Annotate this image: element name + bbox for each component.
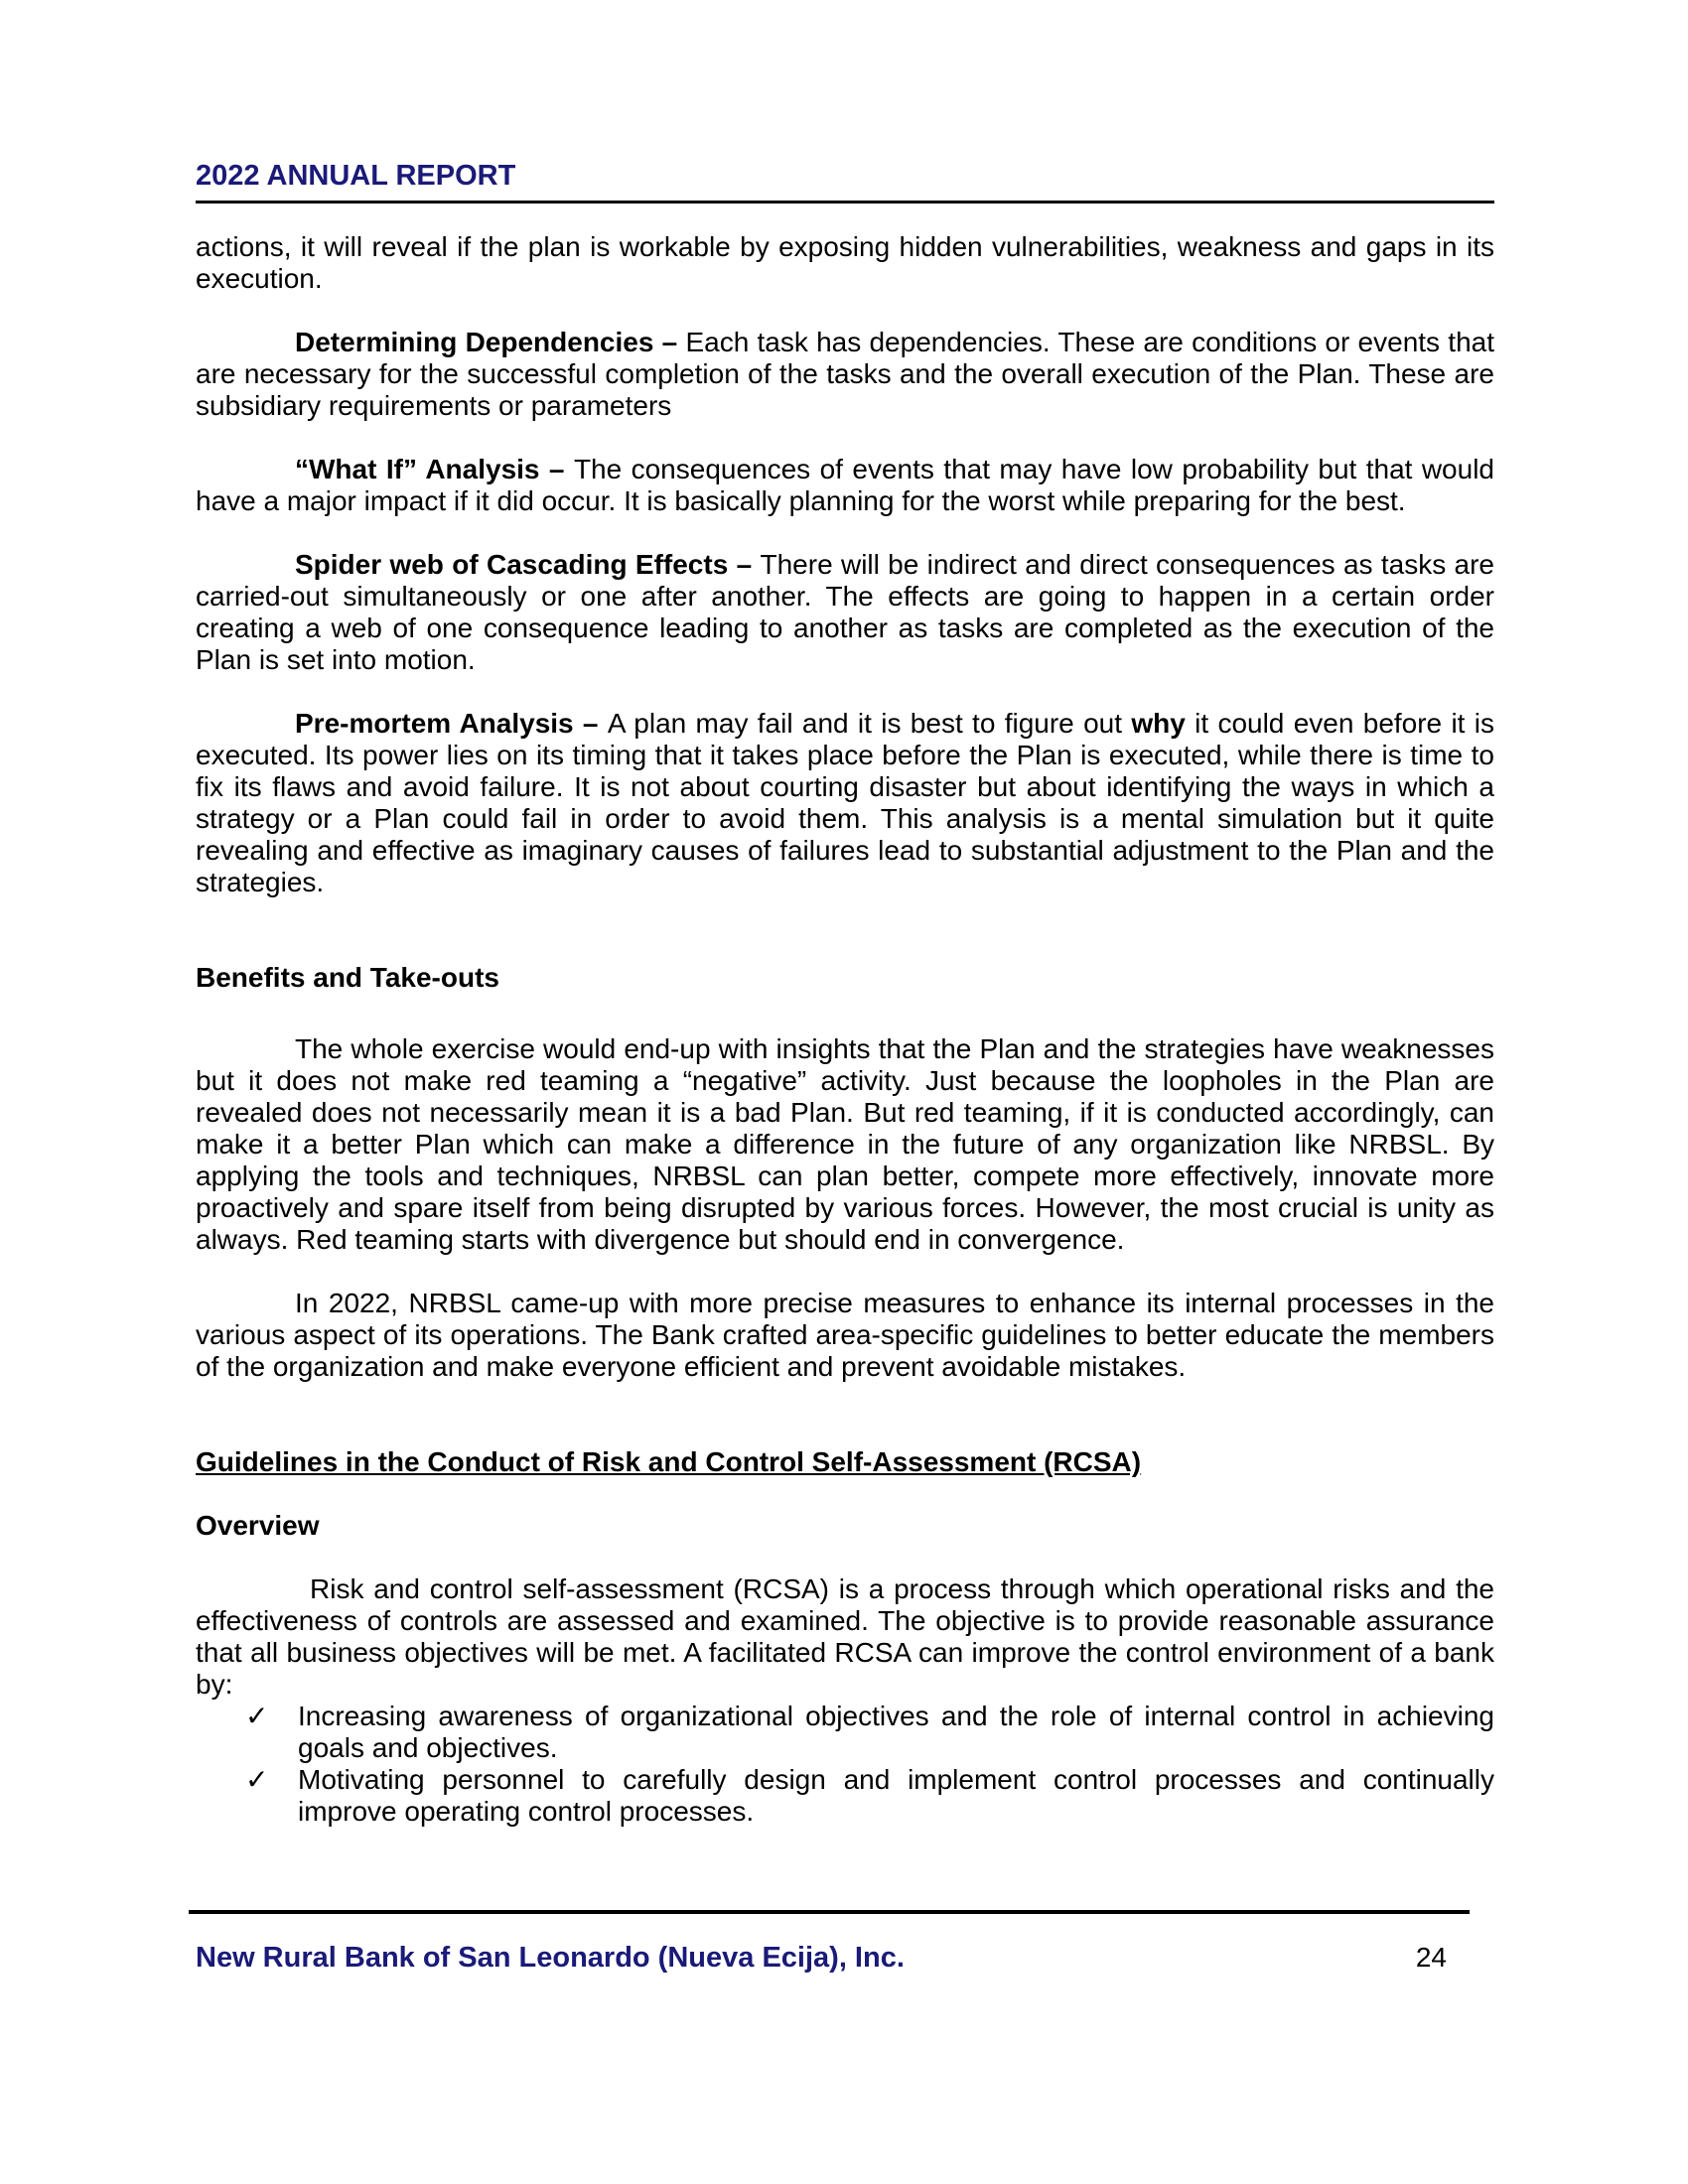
list-item-text: Increasing awareness of organizational objectives and the role of internal control in achieving goals and objectives. — [298, 1701, 1494, 1763]
term-determining-dependencies: Determining Dependencies – — [295, 327, 686, 357]
benefits-heading: Benefits and Take-outs — [196, 962, 499, 993]
checkmark-icon: ✓ — [245, 1701, 269, 1731]
page-content — [196, 159, 1494, 1828]
term-spider-web: Spider web of Cascading Effects – — [295, 549, 761, 580]
list-item — [196, 1701, 1494, 1764]
list-item-text: Motivating personnel to carefully design and implement control processes and continually improve operating control processes. — [298, 1764, 1494, 1827]
paragraph-benefits-1: The whole exercise would end-up with insights that the Plan and the strategies have weaknesses but it does not make red teaming a “negative” activity. Just because the loopholes in the Plan are revealed does not necessarily mean it is a bad Plan. But red teaming, if it is conducted accordingly, can make it a better Plan which can make a difference in the future of any organization like NRBSL. By applying the tools and techniques, NRBSL can plan better, compete more effectively, innovate more proactively and spare itself from being disrupted by various forces. However, the most crucial is unity as always. Red teaming starts with divergence but should end in convergence. — [196, 1033, 1494, 1255]
definition-text: There will be indirect and direct consequences as tasks are carried-out simultaneously or one after another. The effects are going to happen in a certain order creating a web of one consequence leading to another as tasks are completed as the execution of the Plan is set into motion. — [196, 549, 1494, 675]
paragraph-spider-web — [196, 549, 1494, 676]
paragraph-pre-mortem — [196, 708, 1494, 898]
rcsa-benefits-list — [196, 1701, 1494, 1828]
paragraph-what-if-analysis — [196, 454, 1494, 517]
header-rule — [196, 201, 1494, 204]
page-header — [196, 159, 1494, 204]
footer-page-number: 24 — [1415, 1942, 1447, 1973]
overview-heading: Overview — [196, 1510, 320, 1541]
definition-text-after: it could even before it is executed. Its power lies on its timing that it takes place before the Plan is executed, while there is time to fix its flaws and avoid failure. It is not about courting disaster but about identifying the ways in which a strategy or a Plan could fail in order to avoid them. This analysis is a mental simulation but it quite revealing and effective as imaginary causes of failures lead to substantial adjustment to the Plan and the strategies. — [196, 708, 1494, 897]
footer-bank-name: New Rural Bank of San Leonardo (Nueva Ecija), Inc. — [196, 1942, 905, 1974]
list-item — [196, 1764, 1494, 1828]
checkmark-icon: ✓ — [245, 1764, 269, 1795]
page-footer — [196, 1942, 1447, 1975]
paragraph-continuation: actions, it will reveal if the plan is workable by exposing hidden vulnerabilities, weakness and gaps in its execution. — [196, 231, 1494, 294]
paragraph-determining-dependencies — [196, 327, 1494, 422]
term-what-if-analysis: “What If” Analysis – — [295, 454, 574, 484]
definition-text: Each task has dependencies. These are conditions or events that are necessary for the successful completion of the tasks and the overall execution of the Plan. These are subsidiary requirements or parameters — [196, 327, 1494, 421]
term-pre-mortem: Pre-mortem Analysis – — [295, 708, 608, 739]
page-title: 2022 ANNUAL REPORT — [196, 160, 516, 192]
document-body — [196, 231, 1494, 1828]
footer-rule — [189, 1910, 1470, 1914]
paragraph-benefits-2: In 2022, NRBSL came-up with more precise measures to enhance its internal processes in the various aspect of its operations. The Bank crafted area-specific guidelines to better educate the members of the organization and make everyone efficient and prevent avoidable mistakes. — [196, 1288, 1494, 1382]
emphasized-word: why — [1131, 708, 1186, 739]
definition-text-before: A plan may fail and it is best to figure out — [607, 708, 1132, 739]
guidelines-heading: Guidelines in the Conduct of Risk and Control Self-Assessment (RCSA) — [196, 1446, 1142, 1477]
paragraph-overview: Risk and control self-assessment (RCSA) is a process through which operational risks and the effectiveness of controls are assessed and examined. The objective is to provide reasonable assurance that all business objectives will be met. A facilitated RCSA can improve the control environment of a bank by: — [196, 1573, 1494, 1700]
definition-text: The consequences of events that may have low probability but that would have a major impact if it did occur. It is basically planning for the worst while preparing for the best. — [196, 454, 1494, 516]
